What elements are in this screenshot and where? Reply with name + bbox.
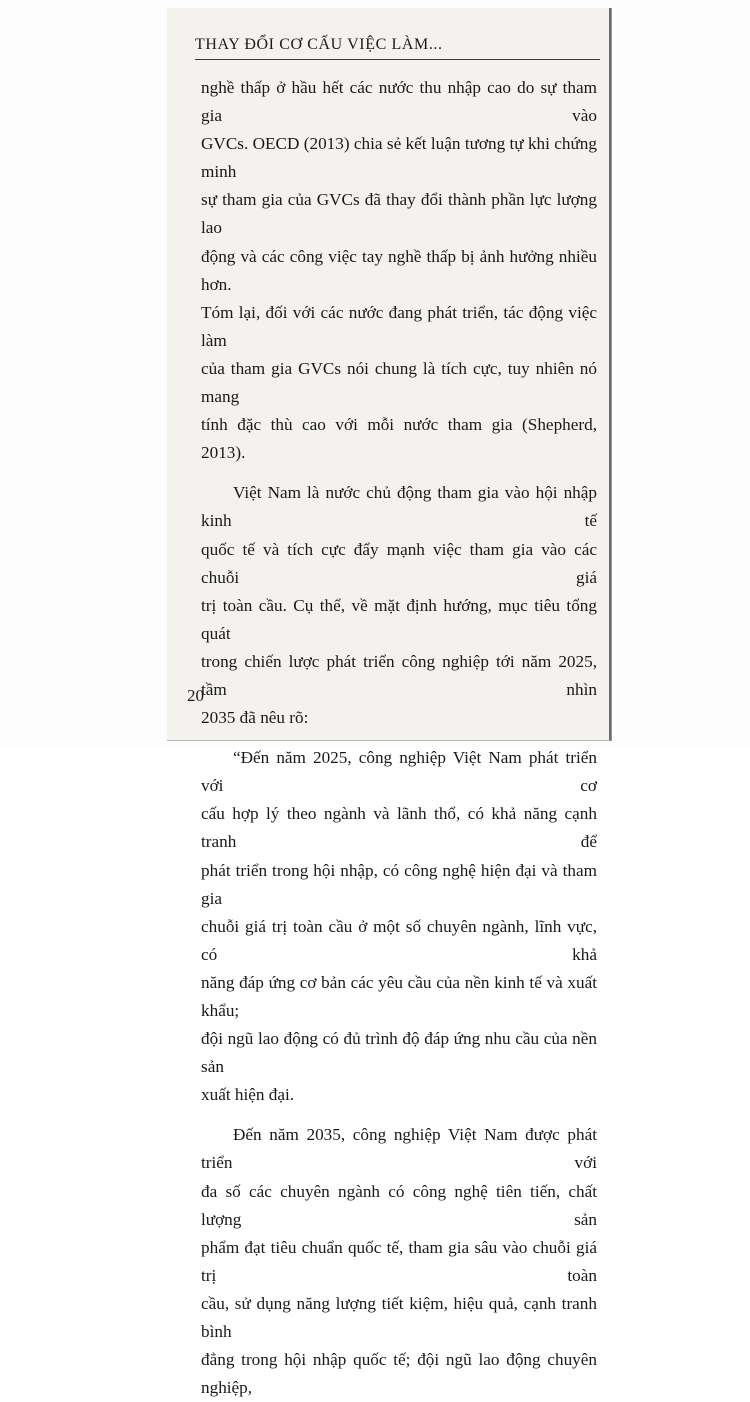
text-line: phẩm đạt tiêu chuẩn quốc tế, tham gia sâu vào chuỗi giá trị toàn [201, 1237, 597, 1285]
text-line: tính đặc thù cao với mỗi nước tham gia (Shepherd, 2013). [201, 415, 597, 463]
page-number: 20 [187, 686, 204, 705]
text-line: phát triển trong hội nhập, có công nghệ hiện đại và tham gia [201, 860, 597, 908]
quote-paragraph-1 [201, 744, 597, 1109]
text-line: động và các công việc tay nghề thấp bị ảnh hưởng nhiều hơn. [201, 246, 597, 294]
book-page [167, 8, 611, 1398]
body-text [201, 74, 597, 1402]
text-line: Việt Nam là nước chủ động tham gia vào hội nhập kinh tế [201, 483, 597, 531]
paragraph-2 [201, 479, 597, 732]
text-line: đa số các chuyên ngành có công nghệ tiên tiến, chất lượng sản [201, 1181, 597, 1229]
text-line: 2035 đã nêu rõ: [201, 708, 309, 728]
text-line: quốc tế và tích cực đẩy mạnh việc tham gia vào các chuỗi giá [201, 539, 597, 587]
text-line: Đến năm 2035, công nghiệp Việt Nam được phát triển với [201, 1125, 597, 1173]
text-line: của tham gia GVCs nói chung là tích cực, tuy nhiên nó mang [201, 358, 597, 407]
quote-paragraph-2 [201, 1121, 597, 1402]
text-line: “Đến năm 2025, công nghiệp Việt Nam phát triển với cơ [201, 748, 597, 796]
text-line: trị toàn cầu. Cụ thể, về mặt định hướng, mục tiêu tổng quát [201, 595, 597, 643]
paragraph-1 [201, 74, 597, 467]
text-line: cầu, sử dụng năng lượng tiết kiệm, hiệu quả, cạnh tranh bình [201, 1293, 597, 1342]
text-line: nghề thấp ở hầu hết các nước thu nhập cao do sự tham gia vào [201, 78, 597, 126]
text-line: xuất hiện đại. [201, 1085, 295, 1105]
text-line: GVCs. OECD (2013) chia sẻ kết luận tương tự khi chứng minh [201, 134, 597, 182]
text-line: cấu hợp lý theo ngành và lãnh thổ, có khả năng cạnh tranh để [201, 804, 597, 852]
text-line: năng đáp ứng cơ bản các yêu cầu của nền kinh tế và xuất khẩu; [201, 972, 597, 1020]
header-rule [195, 59, 600, 60]
text-line: đẳng trong hội nhập quốc tế; đội ngũ lao động chuyên nghiệp, [201, 1350, 597, 1398]
text-line: Tóm lại, đối với các nước đang phát triển, tác động việc làm [201, 302, 597, 350]
text-line: trong chiến lược phát triển công nghiệp tới năm 2025, tầm nhìn [201, 651, 597, 699]
text-line: sự tham gia của GVCs đã thay đổi thành phần lực lượng lao [201, 190, 597, 238]
text-line: đội ngũ lao động có đủ trình độ đáp ứng nhu cầu của nền sản [201, 1029, 597, 1077]
running-head: THAY ĐỔI CƠ CẤU VIỆC LÀM... [195, 36, 443, 53]
text-line: chuỗi giá trị toàn cầu ở một số chuyên ngành, lĩnh vực, có khả [201, 916, 597, 964]
